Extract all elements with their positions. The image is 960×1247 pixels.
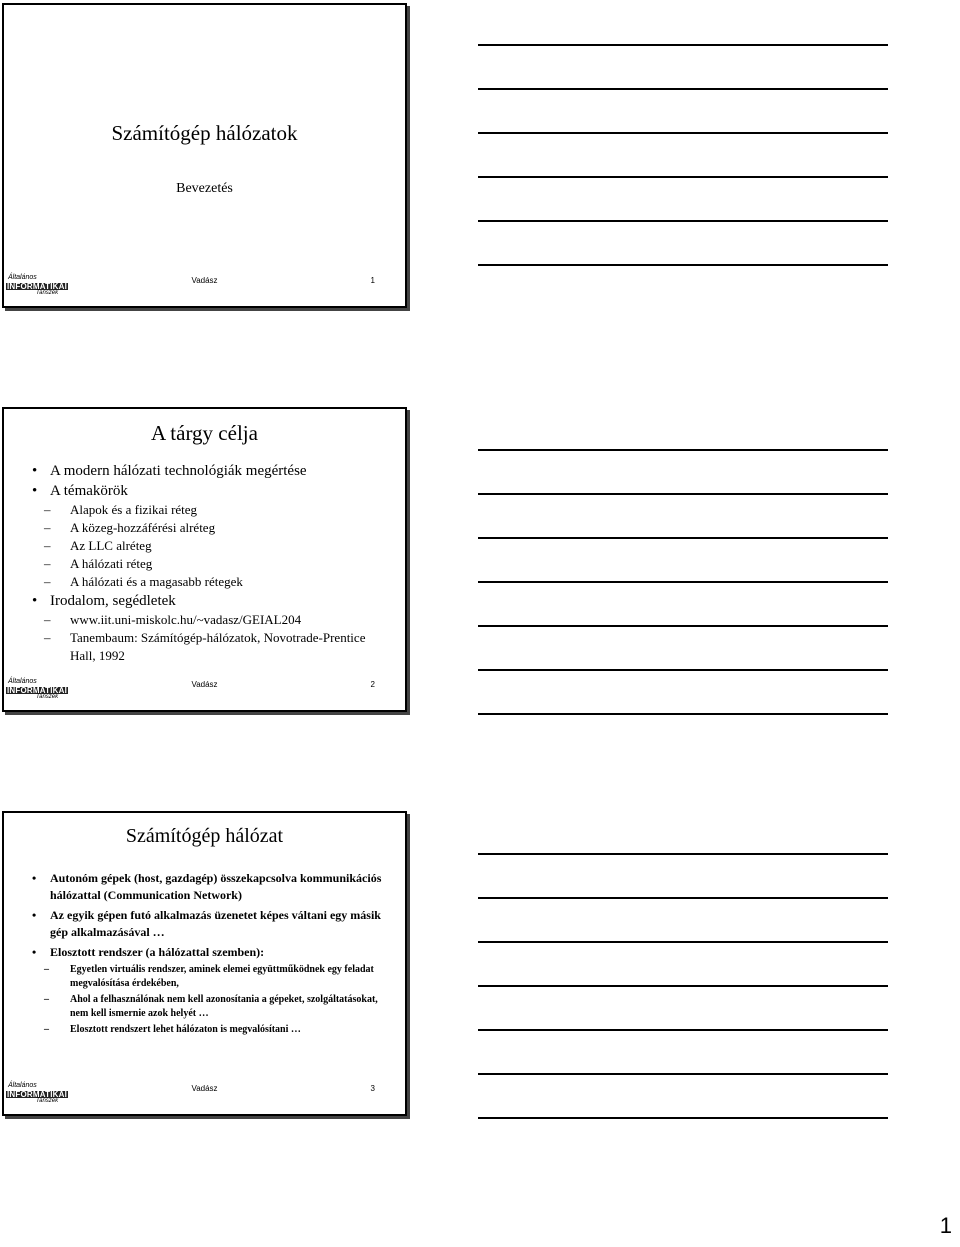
- sub-bullet-item: [30, 519, 387, 537]
- item-text: A közeg-hozzáférési alréteg: [70, 520, 216, 535]
- bullet-icon: •: [32, 945, 37, 959]
- item-text: A hálózati és a magasabb rétegek: [70, 574, 243, 589]
- sub-bullet-item: [30, 993, 387, 1021]
- sub-bullet-item: [30, 555, 387, 573]
- bullet-icon: •: [32, 483, 38, 499]
- note-line: [478, 449, 888, 451]
- slide-bullet-list: [30, 461, 387, 665]
- item-text: Tanembaum: Számítógép-hálózatok, Novotrade-Prentice Hall, 1992: [70, 630, 366, 663]
- bullet-item: [30, 461, 387, 481]
- slide-subtitle: Bevezetés: [176, 181, 233, 196]
- item-text: Autonóm gépek (host, gazdagép) összekapcsolva kommunikációs hálózattal (Communication Network): [50, 871, 382, 902]
- note-line: [478, 44, 888, 46]
- dash-icon: –: [44, 556, 51, 571]
- note-line: [478, 1117, 888, 1119]
- slide-page-number: 3: [370, 1084, 375, 1093]
- sub-bullet-item: [30, 611, 387, 629]
- bullet-icon: •: [32, 871, 37, 885]
- item-text: Alapok és a fizikai réteg: [70, 502, 198, 517]
- slide-author: Vadász: [191, 276, 218, 285]
- note-line: [478, 176, 888, 178]
- item-text: Irodalom, segédletek: [50, 593, 176, 609]
- notes-area-1: [478, 0, 888, 300]
- note-line: [478, 941, 888, 943]
- slide-title: Számítógép hálózatok: [111, 121, 298, 145]
- bullet-item: [30, 907, 387, 941]
- slide-footer: [4, 274, 405, 296]
- dash-icon: –: [44, 612, 51, 627]
- notes-area-2: [478, 404, 888, 724]
- dash-icon: –: [44, 574, 51, 589]
- item-text: Az egyik gépen futó alkalmazás üzenetet képes váltani egy másik gép alkalmazásával …: [50, 908, 381, 939]
- dash-icon: –: [44, 538, 51, 553]
- note-line: [478, 264, 888, 266]
- slide-2: [2, 407, 407, 712]
- dash-icon: –: [44, 630, 51, 645]
- item-text: A témakörök: [50, 483, 128, 499]
- item-text: Elosztott rendszer (a hálózattal szemben):: [50, 945, 265, 959]
- note-line: [478, 713, 888, 715]
- slide-footer: [4, 678, 405, 700]
- bullet-icon: •: [32, 463, 38, 479]
- note-line: [478, 897, 888, 899]
- note-line: [478, 493, 888, 495]
- item-text: Egyetlen virtuális rendszer, aminek elemei együttműködnek egy feladat megvalósítása érdekében,: [70, 964, 374, 989]
- note-line: [478, 220, 888, 222]
- slide-page-number: 1: [370, 276, 375, 285]
- note-line: [478, 88, 888, 90]
- slide-3: [2, 811, 407, 1116]
- slide-1: [2, 3, 407, 308]
- bullet-icon: •: [32, 908, 37, 922]
- note-line: [478, 1073, 888, 1075]
- item-text: Ahol a felhasználónak nem kell azonosítania a gépeket, szolgáltatásokat, nem kell ismernie azok helyét …: [70, 994, 378, 1019]
- dash-icon: –: [44, 520, 51, 535]
- notes-area-3: [478, 808, 888, 1128]
- department-logo: Általános INFORMATIKAI Tanszék: [7, 678, 68, 700]
- dash-icon: –: [44, 502, 51, 517]
- page-number: 1: [939, 1213, 952, 1238]
- bullet-item: [30, 944, 387, 961]
- slide-footer: [4, 1082, 405, 1104]
- sub-bullet-item: [30, 537, 387, 555]
- item-text: Az LLC alréteg: [70, 538, 152, 553]
- bullet-icon: •: [32, 593, 38, 609]
- slide-bullet-list: [30, 867, 387, 1037]
- note-line: [478, 985, 888, 987]
- note-line: [478, 1029, 888, 1031]
- slide-author: Vadász: [191, 680, 218, 689]
- slide-author: Vadász: [191, 1084, 218, 1093]
- sub-bullet-item: [30, 629, 387, 665]
- department-logo: Általános INFORMATIKAI Tanszék: [7, 274, 68, 296]
- item-text: Elosztott rendszert lehet hálózaton is megvalósítani …: [70, 1024, 301, 1035]
- dash-icon: –: [44, 964, 49, 975]
- slide-title: A tárgy célja: [151, 421, 258, 445]
- bullet-item: [30, 591, 387, 611]
- dash-icon: –: [44, 1024, 49, 1035]
- note-line: [478, 132, 888, 134]
- item-text: www.iit.uni-miskolc.hu/~vadasz/GEIAL204: [70, 612, 302, 627]
- bullet-item: [30, 870, 387, 904]
- note-line: [478, 853, 888, 855]
- sub-bullet-item: [30, 501, 387, 519]
- item-text: A hálózati réteg: [70, 556, 153, 571]
- note-line: [478, 537, 888, 539]
- bullet-item: [30, 481, 387, 501]
- note-line: [478, 669, 888, 671]
- slide-title: Számítógép hálózat: [125, 825, 284, 847]
- slide-page-number: 2: [370, 680, 375, 689]
- item-text: A modern hálózati technológiák megértése: [50, 463, 307, 479]
- note-line: [478, 581, 888, 583]
- dash-icon: –: [44, 994, 49, 1005]
- sub-bullet-item: [30, 1023, 387, 1037]
- department-logo: Általános INFORMATIKAI Tanszék: [7, 1082, 68, 1104]
- note-line: [478, 625, 888, 627]
- sub-bullet-item: [30, 963, 387, 991]
- sub-bullet-item: [30, 573, 387, 591]
